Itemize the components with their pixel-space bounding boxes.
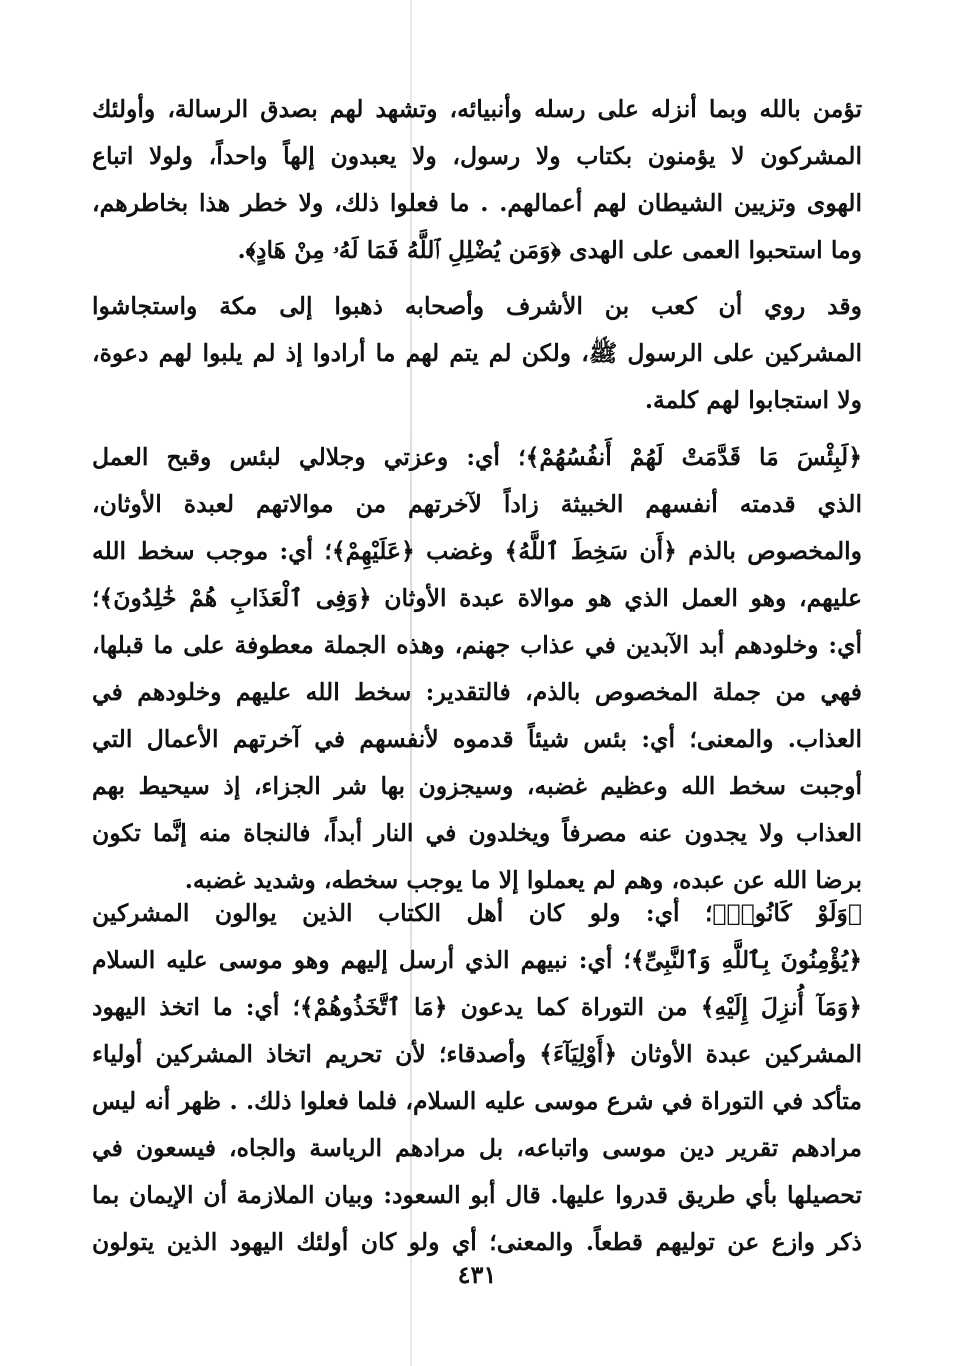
text-line: ﴿يُؤْمِنُونَ بِٱللَّهِ وَٱلنَّبِىِّ﴾؛ أي: نبيهم الذي أرسل إليهم وهو موسى عليه السلام <box>92 946 862 974</box>
paragraph-2 <box>92 283 862 424</box>
text-line: والمخصوص بالذم ﴿أَن سَخِطَ ٱللَّهُ﴾ وغضب ﴿عَلَيْهِمْ﴾؛ أي: موجب سخط الله <box>92 537 862 565</box>
text-line: أي: وخلودهم أبد الآبدين في عذاب جهنم، وهذه الجملة معطوفة على ما قبلها، <box>92 631 862 659</box>
text-line: ﴿وَلَوْ كَانُوا۟﴾؛ أي: ولو كان أهل الكتاب الذين يوالون المشركين <box>92 899 862 927</box>
text-line: الذي قدمته أنفسهم الخبيثة زاداً لآخرتهم من موالاتهم لعبدة الأوثان، <box>92 490 862 518</box>
text-line: ولا استجابوا لهم كلمة. <box>644 386 862 414</box>
text-line: وما استحبوا العمى على الهدى ﴿وَمَن يُضْلِلِ ٱللَّهُ فَمَا لَهُۥ مِنْ هَادٍ﴾. <box>237 236 862 264</box>
text-line: عليهم، وهو العمل الذي هو موالاة عبدة الأوثان ﴿وَفِى ٱلْعَذَابِ هُمْ خَٰلِدُونَ﴾؛ <box>92 584 862 612</box>
paragraph-3 <box>92 434 862 904</box>
text-line: مرادهم تقرير دين موسى واتباعه، بل مرادهم الرياسة والجاه، فيسعون في <box>92 1134 862 1162</box>
text-line: فهي من جملة المخصوص بالذم، فالتقدير: سخط الله عليهم وخلودهم في <box>92 678 862 706</box>
paragraph-1 <box>92 86 862 274</box>
text-line: المشركون لا يؤمنون بكتاب ولا رسول، ولا يعبدون إلهاً واحداً، ولولا اتباع <box>92 142 862 170</box>
text-line: ﴿وَمَآ أُنزِلَ إِلَيْهِ﴾ من التوراة كما يدعون ﴿مَا ٱتَّخَذُوهُمْ﴾؛ أي: ما اتخذ اليهود <box>92 993 862 1021</box>
text-line: تؤمن بالله وبما أنزله على رسله وأنبيائه، وتشهد لهم بصدق الرسالة، وأولئك <box>92 95 862 123</box>
text-line: المشركين على الرسول ﷺ، ولكن لم يتم لهم ما أرادوا إذ لم يلبوا لهم دعوة، <box>92 339 862 367</box>
text-line: ﴿لَبِئْسَ مَا قَدَّمَتْ لَهُمْ أَنفُسُهُمْ﴾؛ أي: وعزتي وجلالي لبئس وقبح العمل <box>92 443 862 471</box>
text-line: برضا الله عن عبده، وهم لم يعملوا إلا ما يوجب سخطه، وشديد غضبه. <box>184 866 862 894</box>
text-line: تحصيلها بأي طريق قدروا عليها. قال أبو السعود: وبيان الملازمة أن الإيمان بما <box>92 1181 862 1209</box>
text-line: الهوى وتزيين الشيطان لهم أعمالهم. . ما فعلوا ذلك، ولا خطر هذا بخاطرهم، <box>92 189 862 217</box>
text-line: متأكد في التوراة في شرع موسى عليه السلام، فلما فعلوا ذلك. . ظهر أنه ليس <box>92 1087 862 1115</box>
text-line: المشركين عبدة الأوثان ﴿أَوْلِيَآءَ﴾ وأصدقاء؛ لأن تحريم اتخاذ المشركين أولياء <box>92 1040 862 1068</box>
page-number: ٤٣١ <box>457 1260 497 1289</box>
text-line: العذاب. والمعنى؛ أي: بئس شيئاً قدموه لأنفسهم في آخرتهم الأعمال التي <box>92 725 862 753</box>
paragraph-4 <box>92 890 862 1266</box>
text-line: ذكر وازع عن توليهم قطعاً. والمعنى؛ أي ولو كان أولئك اليهود الذين يتولون <box>92 1228 862 1256</box>
text-line: وقد روي أن كعب بن الأشرف وأصحابه ذهبوا إلى مكة واستجاشوا <box>92 292 862 320</box>
text-line: العذاب ولا يجدون عنه مصرفاً ويخلدون في النار أبداً، فالنجاة منه إنَّما تكون <box>92 819 862 847</box>
text-line: أوجبت سخط الله وعظيم غضبه، وسيجزون بها شر الجزاء، إذ سيحيط بهم <box>92 772 862 800</box>
